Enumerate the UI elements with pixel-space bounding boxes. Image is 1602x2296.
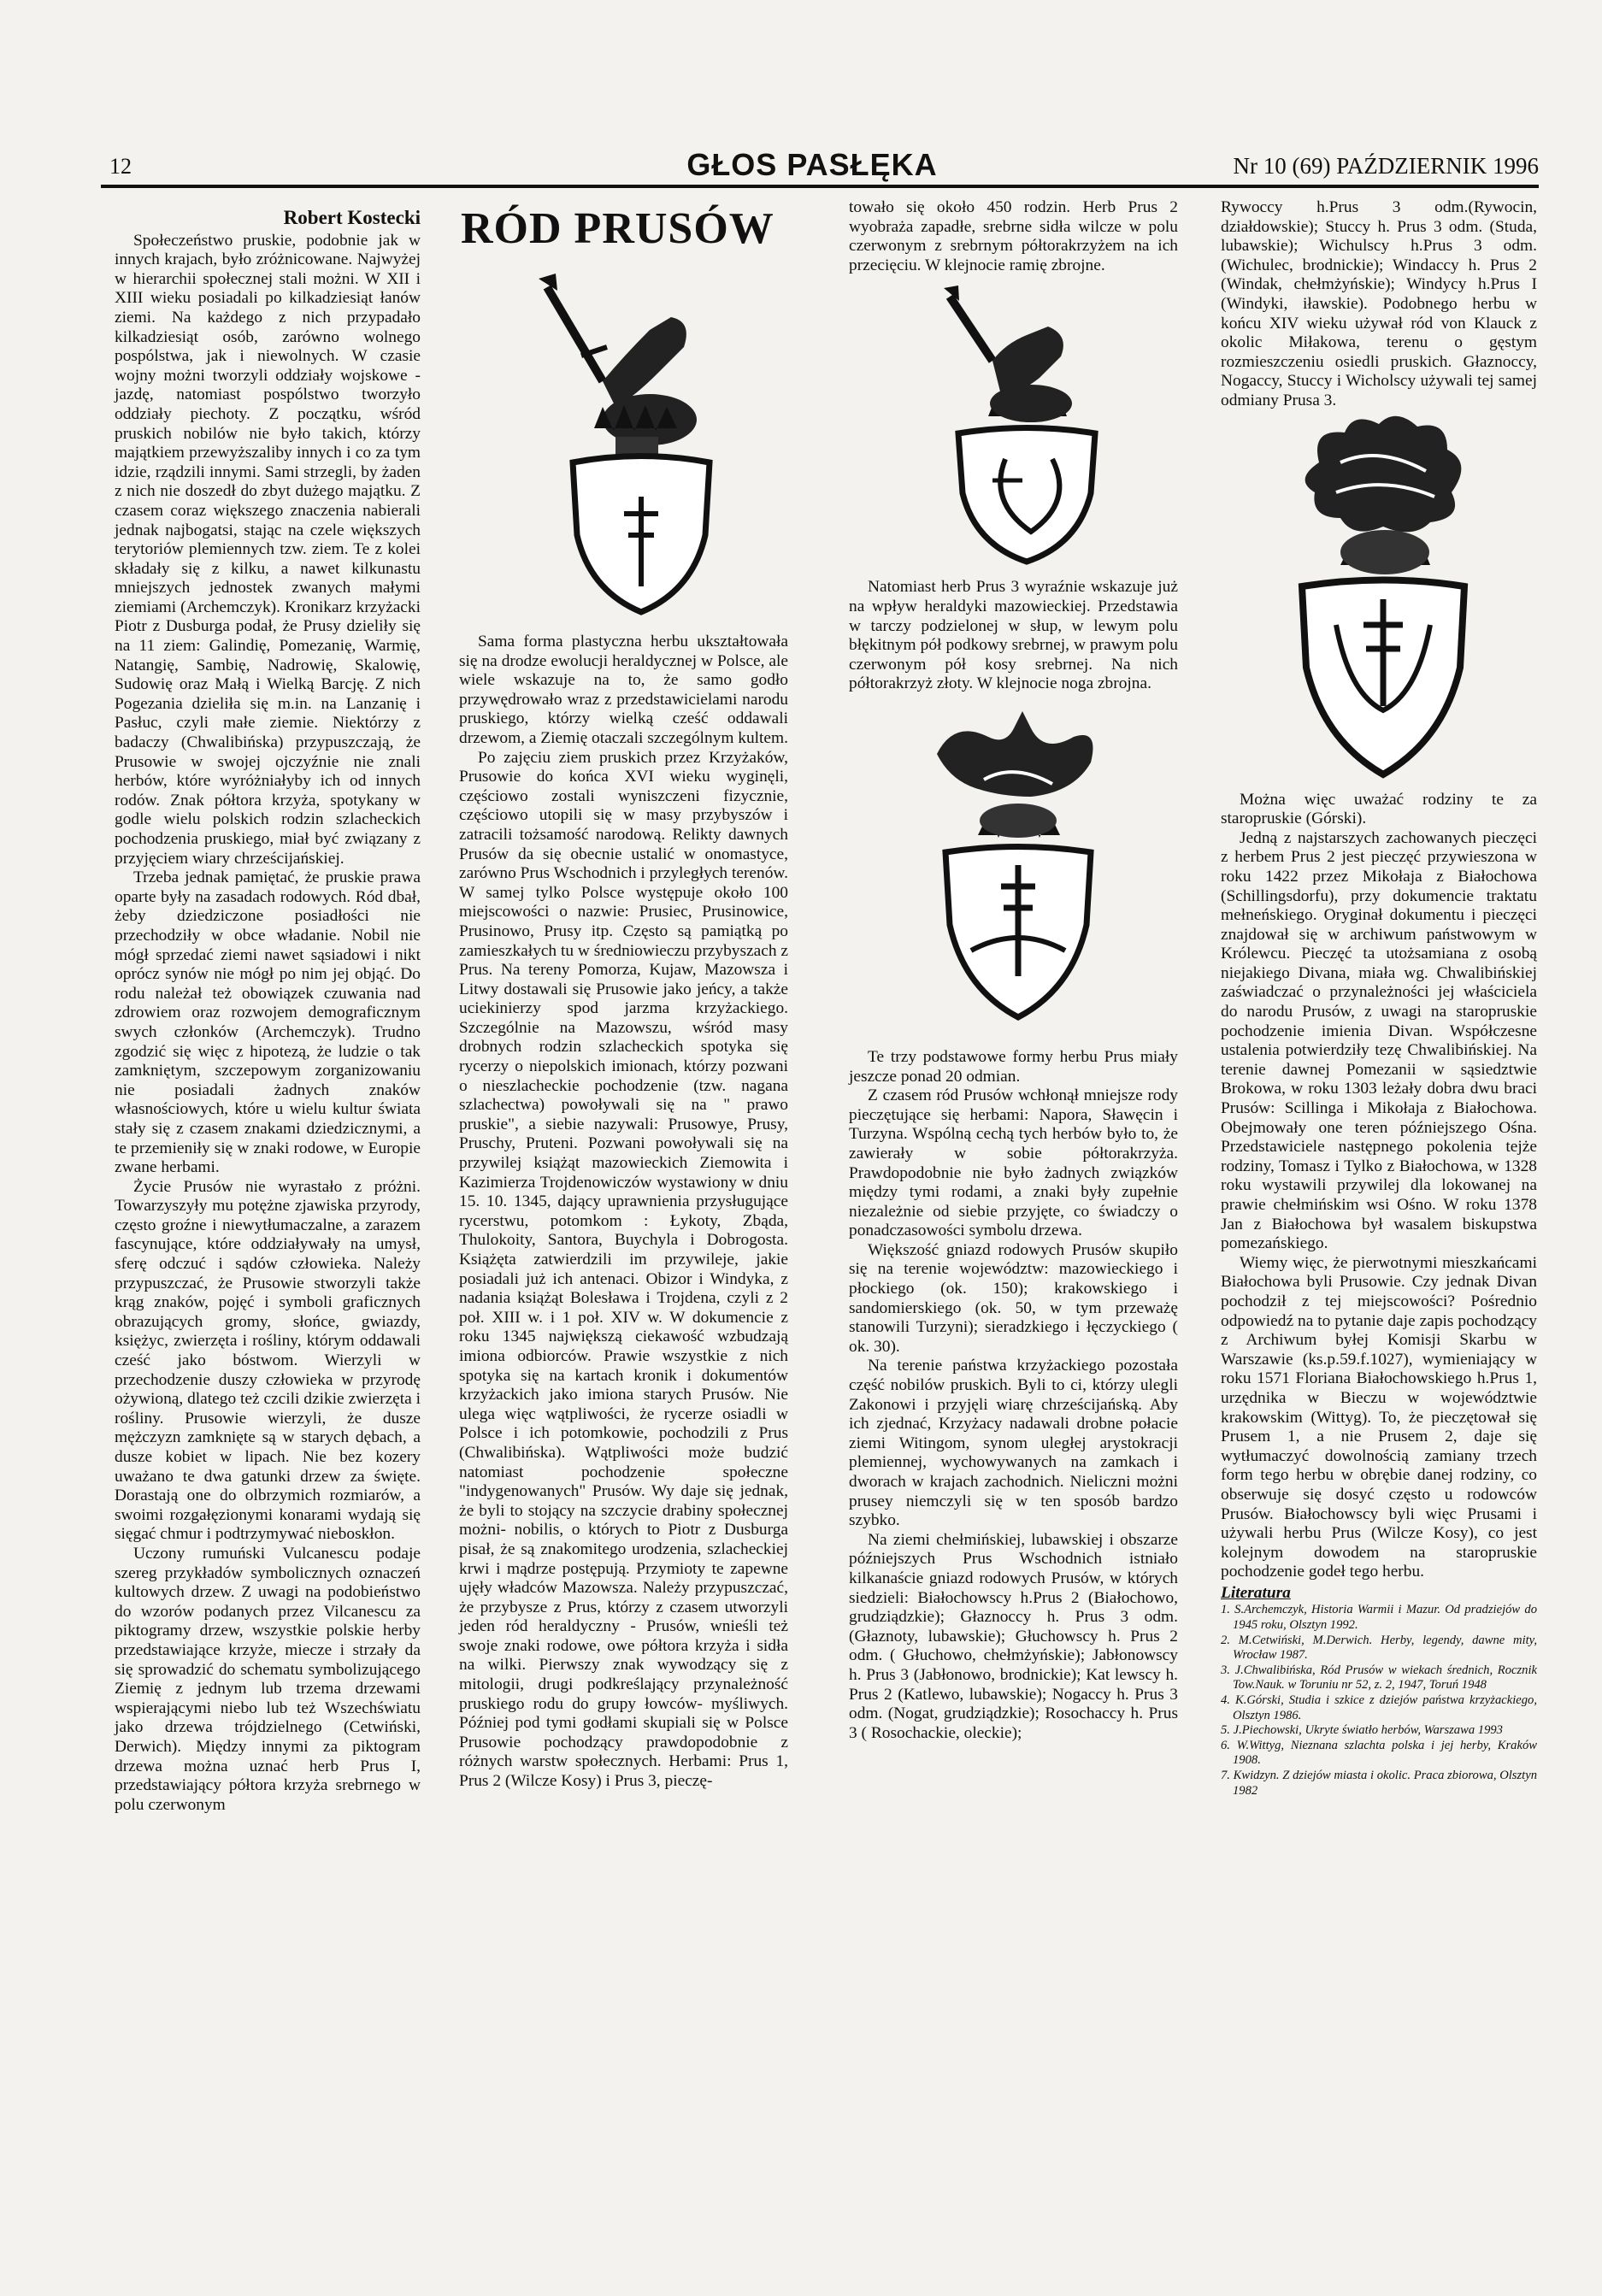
author: Robert Kostecki <box>283 207 421 228</box>
col4-paragraph: Jedną z najstarszych zachowanych pieczęci z herbem Prus 2 jest pieczęć przywieszona w roku 1422 przez Mikołaja z Białochowa (Schillingsdorfu), przy dokumencie traktatu mełneńskiego. Oryginał dokumentu i pieczęci znajdował się w archiwum państwowym w Królewcu. Pieczęć ta utożsamiana z osobą niejakiego Divana, miała wg. Chwalibińskiej zaświadczać o przynależności jej właściciela do narodu Prusów, z uwagi na staropruskie pochodzenie imienia Divan. Współczesne ustalenia potwierdziły tezę Chwalibińskiej. Na terenie dawnej Pomezanii w sąsiedztwie Brokowa, w roku 1303 leżały dobra dwu braci Prusów: Scillinga i Mikołaja z Białochowa. Obejmowały one teren późniejszego Ośna. Przedstawiciele następnego pokolenia tejże rodziny, Tomasz i Tylko z Białochowa, w 1328 roku wystawili przywilej dla lokowanej na prawie chełmińskim wsi Ośno. W roku 1378 Jan z Białochowa był wasalem biskupstwa pomezańskiego. <box>1221 828 1537 1253</box>
col2-paragraph: Sama forma plastyczna herbu ukształtowała się na drodze ewolucji heraldycznej w Polsce, ale wiele wskazuje na to, że samo godło przywędrowało wraz z przedstawicielami narodu pruskiego, którzy wielką cześć oddawali drzewom, a Ziemię otaczali szczególnym kultem. <box>459 633 788 747</box>
coat-of-arms-prus-1-image <box>521 253 727 621</box>
col4-paragraph: Rywoccy h.Prus 3 odm.(Rywocin, działdowskie); Stuccy h. Prus 3 odm. (Studa, lubawskie); Wichulscy h.Prus 3 odm. (Wichulec, brodnickie); Windaccy h. Prus 2 (Windak, chełmżyńskie); Windycy h.Prus I (Windyki, iławskie). Podobnego herbu w końcu XIV wieku używał ród von Klauck z okolic Miłakowa, terenu o gęstym rozmieszczeniu osiedli pruskich. Głaznoccy, Nogaccy, Stuccy i Wicholscy używali tej samej odmiany Prusa 3. <box>1221 198 1537 409</box>
col1-paragraph: Trzeba jednak pamiętać, że pruskie prawa oparte były na zasadach rodowych. Ród dbał, żeby dziedziczone posiadłości nie przechodziły w obce władanie. Nobil nie mógł sprzedać ziemi nawet sąsiadowi i nikt oprócz synów nie mógł po nim jej objąć. Do rodu należał też obowiązek czuwania nad zdrowiem oraz rozwojem demograficznym swych członków (Archemczyk). Trudno zgodzić się więc z hipotezą, że ludzie o tak zamkniętym, szczepowym zorganizowaniu nie posiadali żadnych znaków własnościowych, które u wielu kultur świata stały się z czasem znakami dziedzicznymi, a te przemieniły się w znaki rodowe, w Europie zwane herbami. <box>115 868 421 1177</box>
col1-paragraph: Społeczeństwo pruskie, podobnie jak w innych krajach, było zróżnicowane. Najwyżej w hierarchii społecznej stali możni. W XII i XIII wieku posiadali po kilkadziesiąt łanów ziemi. Na każdego z nich przypadało kilkadziesiąt osób, zarówno wolnego pospólstwa, jak i niewolnych. W czasie wojny możni tworzyli oddziały wojskowe - jazdę, natomiast pospólstwo tworzyło oddziały piechoty. Z początku, wśród pruskich nobilów nie było takich, którzy majątkiem przewyższaliby innych i co za tym idzie, rządzili innymi. Sami strzegli, by żaden z nich nie doszedł do zbyt dużego majątku. Z czasem coraz większego znaczenia nabierali jednak najbogatsi, stając na czele większych terytoriów plemiennych tzw. ziem. Te z kolei składały się z kilku, a nawet kilkunastu mniejszych jednostek zwanych małymi ziemiami (Archemczyk). Kronikarz krzyżacki Piotr z Dusburga podał, że Prusy dzieliły się na 11 ziem: Galindię, Pomezanię, Warmię, Natangię, Sambię, Nadrowię, Skalowię, Sudowię oraz Małą i Wielką Barcję. Z nich Pogezania dzieliła się m.in. na Lanzanię i Pasłuc, czyli małe ziemie. Niektórzy z badaczy (Chwalibińska) przypuszczają, że Prusowie w swojej ojczyźnie nie znali herbów, które wyróżniałyby ich od innych rodów. Znak półtora krzyża, spotykany w godle wielu polskich rodzin szlacheckich pochodzenia pruskiego, miał być związany z przyjęciem wiary chrześcijańskiej. <box>115 231 421 868</box>
col3-paragraph: Te trzy podstawowe formy herbu Prus miały jeszcze ponad 20 odmian. <box>849 1047 1178 1086</box>
literature-item: 5. J.Piechowski, Ukryte światło herbów, Warszawa 1993 <box>1221 1723 1503 1738</box>
literature-item: 7. Kwidzyn. Z dziejów miasta i okolic. Praca zbiorowa, Olsztyn 1982 <box>1221 1769 1537 1798</box>
col2-paragraph: Po zajęciu ziem pruskich przez Krzyżaków, Prusowie do końca XVI wieku wyginęli, częściowo zostali wyniszczeni fizycznie, częściowo utopili się w masy przybyszów i zatracili tożsamość narodową. Relikty dawnych Prusów da się obecnie ustalić w onomastyce, zarówno Prus Wschodnich i przyległych terenów. W samej tylko Polsce występuje około 100 miejscowości o nazwie: Prusiec, Prusinowice, Prusinowo, Prusy itp. Często są pamiątką po zamieszkałych tu w średniowieczu przybyszach z Prus. Na tereny Pomorza, Kujaw, Mazowsza i Litwy dostawali się Prusowie jako jeńcy, a także uciekinierzy spod jarzma krzyżackiego. Szczególnie na Mazowszu, wśród masy drobnych rodzin szlacheckich spotyka się rycerzy o niepolskich imionach, którzy pozwani o nieszlacheckie pochodzenie (tzw. nagana szlachectwa) powoływali się na " prawo pruskie", a siebie nazywali: Prusowye, Prusy, Pruschy, Pruteni. Pozwani powoływali się na przywilej książąt mazowieckich Ziemowita i Kazimierza Trojdenowiczów wystawiony w dniu 15. 10. 1345, dający uprawnienia przysługujące rycerstwu, potomkom : Łykoty, Zbąda, Thulokoity, Santora, Buychyla i Dobrogosta. Książęta zatwierdzili im przywileje, jakie posiadali już ich antenaci. Obizor i Windyka, z nadania książąt Bolesława i Trojdena, czyli z 2 poł. XIII w. i 1 poł. XIV w. W dokumencie z roku 1345 największą ciekawość wzbudzają imiona odbiorców. Prawie wszystkie z nich spotyka się na kartach kronik i dokumentów krzyżackich jako imiona starych Prusów. Nie ulega więc wątpliwości, że rycerze osiadli w Polsce i ich potomkowie, pochodzili z Prus (Chwalibińska). Wątpliwości może budzić natomiast pochodzenie społeczne "indygenowanych" Prusów. Wy daje się jednak, że byli to stojący na szczycie drabiny społecznej możni- nobilis, o których to Piotr z Dusburga pisał, że są znakomitego urodzenia, szlacheckiej krwi i mądrze postępują. Przymioty te zapewne ujęły władców Mazowsza. Należy przypuszczać, że przybysze z Prus, którzy z czasem utworzyli jeden ród heraldyczny - Prusów, wnieśli też swoje znaki rodowe, owe półtora krzyża i sidła na wilki. Pierwszy znak wywodzący się z mitologii, drugi podkreślający przynależność pruskiego rodu do grupy łowców- myśliwych. Później pod tymi godłami skupiali się w Polsce Prusowie pochodzący prawdopodobnie z różnych warstw społecznych. Herbami: Prus 1, Prus 2 (Wilcze Kosy) i Prus 3, pieczę- <box>459 748 789 1791</box>
col1-paragraph: Życie Prusów nie wyrastało z próżni. Towarzyszyły mu potężne zjawiska przyrody, często groźne i niewytłumaczalne, a zarazem fascynujące, które oddziaływały na umysł, sferę odczuć i sądów człowieka. Należy przypuszczać, że Prusowie stworzyli także krąg znaków, pojęć i symboli graficznych obrazujących gromy, słońce, gwiazdy, księżyc, zwierzęta i rośliny, którym oddawali cześć jako bóstwom. Wierzyli w przechodzenie duszy człowieka w przyrodę ożywioną, dlatego też czcili dzikie zwierzęta i rośliny. Prusowie wierzyli, że dusze mężczyzn zamknięte są w starych dębach, a dusze kobiet w lipach. Nie bez kozery uważano te dwa gatunki drzew za święte. Dorastają one do olbrzymich rozmiarów, a swoimi rozgałęzionymi konarami wydają się sięgać chmur i podtrzymywać nieboskłon. <box>115 1177 421 1544</box>
col4-paragraph: Wiemy więc, że pierwotnymi mieszkańcami Białochowa byli Prusowie. Czy jednak Divan pochodził z tej miejscowości? Pośrednio odpowiedź na to pytanie daje zapis pochodzący z Archiwum byłej Komisji Skarbu w Warszawie (ks.p.59.f.1027), wymieniający w roku 1571 Floriana Białochowskiego h.Prus 1, urzędnika w Bieczu w województwie krakowskim (Wittyg). To, że pieczętował się Prusem 1, a nie Prusem 2, daje się wytłumaczyć dowolnością zamiany trzech form tego herbu w obrębie danej rodziny, co obserwuje się dosyć często u rodowców Prusów. Białochowscy byli więc Prusami i używali herbu Prus (Wilcze Kosy), co jest kolejnym dowodem na staropruskie pochodzenie godeł tego herbu. <box>1221 1253 1537 1581</box>
issue-info: Nr 10 (69) PAŹDZIERNIK 1996 <box>1233 153 1539 179</box>
literature-item: 4. K.Górski, Studia i szkice z dziejów państwa krzyżackiego, Olsztyn 1986. <box>1221 1693 1537 1722</box>
col3-paragraph: Na terenie państwa krzyżackiego pozostała część nobilów pruskich. Byli to ci, którzy ulegli Zakonowi i przyjęli wiarę chrześcijańską. Aby ich zjednać, Krzyżacy nadawali drobne połacie ziemi Witingom, synom uległej arystokracji plemiennej, wychowywanych na zamkach i dworach w krajach zachodnich. Nieliczni możni prusey niemczyli się w ten sposób bardzo szybko. <box>849 1357 1178 1530</box>
header-rule <box>101 185 1539 188</box>
column-3 <box>849 198 1178 1743</box>
page-number: 12 <box>109 154 132 179</box>
column-1 <box>115 198 421 1815</box>
masthead: GŁOS PASŁĘKA <box>686 147 938 182</box>
literature-heading: Literatura <box>1221 1583 1291 1602</box>
col3-paragraph: Z czasem ród Prusów wchłonął mniejsze rody pieczętujące się herbami: Napora, Sławęcin i Turzyna. Wspólną cechą tych herbów było to, że zawierały w sobie półtorakrzyża. Prawdopodobnie nie było żadnych związków między tymi rodami, a znaki były zupełnie niezależnie od siebie przyjęte, co świadczy o ponadczasowości symbolu drzewa. <box>849 1086 1178 1240</box>
col3-paragraph: Na ziemi chełmińskiej, lubawskiej i obszarze późniejszych Prus Wschodnich istniało kilkanaście gniazd rodowych Prusów, w których siedzieli: Białochowscy h.Prus 2 (Białochowo, grudziądzkie); Głaznoccy h. Prus 3 odm. (Głaznoty, lubawskie); Głuchowscy h. Prus 2 odm. ( Głuchowo, chełmżyńskie); Jabłonowscy h. Prus 3 (Jabłonowo, brodnickie); Kat lewscy h. Prus 2 (Katlewo, lubawskie); Nogaccy h. Prus 3 odm. (Nogat, grudziądzkie); Rosochaccy h. Prus 3 ( Rosochackie, oleckie); <box>849 1530 1178 1742</box>
coat-of-arms-prus-variant-image <box>1268 411 1490 779</box>
col1-paragraph: Uczony rumuński Vulcanescu podaje szereg przykładów symbolicznych oznaczeń kultowych drzew. Z uwagi na podobieństwo do wzorów podanych przez Vilcanescu za piktogramy drzew, wszystkie polskie herby przedstawiające krzyże, miecze i strzały da się sprowadzić do schematu symbolizującego Ziemię z jednym lub trzema drzewami wspierającymi niebo lub też Wszechświatu jako drzewa trójdzielnego (Cetwiński, Derwich). Między innymi za piktogram drzewa można uznać herb Prus I, przedstawiający półtora krzyża srebrnego w polu czerwonym <box>115 1544 421 1814</box>
col3-paragraph: Większość gniazd rodowych Prusów skupiło się na terenie województw: mazowieckiego i płockiego (ok. 150); krakowskiego i sandomierskiego (ok. 50, w tym przeważę stanowili Turzyni); sieradzkiego i łęczyckiego ( ok. 30). <box>849 1240 1178 1356</box>
page-header <box>85 144 1539 185</box>
coat-of-arms-prus-2-image <box>911 275 1116 566</box>
coat-of-arms-prus-3-image <box>903 694 1125 1036</box>
literature-item: 3. J.Chwalibińska, Ród Prusów w wiekach średnich, Rocznik Tow.Nauk. w Toruniu nr 52, z. 2, 1947, Toruń 1948 <box>1221 1663 1537 1693</box>
column-4 <box>1221 198 1537 1799</box>
article-title: RÓD PRUSÓW <box>461 204 774 253</box>
column-2 <box>459 205 788 1792</box>
col3-paragraph: Natomiast herb Prus 3 wyraźnie wskazuje już na wpływ heraldyki mazowieckiej. Przedstawia w tarczy podzielonej w słup, w lewym polu błękitnym pół podkowy srebrnej, w prawym polu czerwonym pół kosy srebrnej. Na nich półtorakrzyż złoty. W klejnocie noga zbrojna. <box>849 578 1178 693</box>
col4-paragraph: Można więc uważać rodziny te za staropruskie (Górski). <box>1221 790 1537 828</box>
literature-item: 6. W.Wittyg, Nieznana szlachta polska i jej herby, Kraków 1908. <box>1221 1738 1537 1768</box>
literature-item: 1. S.Archemczyk, Historia Warmii i Mazur. Od pradziejów do 1945 roku, Olsztyn 1992. <box>1221 1603 1537 1633</box>
literature-list <box>1221 1603 1537 1799</box>
col3-paragraph: towało się około 450 rodzin. Herb Prus 2 wyobraża zapadłe, srebrne sidła wilcze w polu czerwonym z srebrnym półtorakrzyżem na ich przecięciu. W klejnocie ramię zbrojne. <box>849 198 1178 274</box>
literature-item: 2. M.Cetwiński, M.Derwich. Herby, legendy, dawne mity, Wrocław 1987. <box>1221 1633 1537 1663</box>
